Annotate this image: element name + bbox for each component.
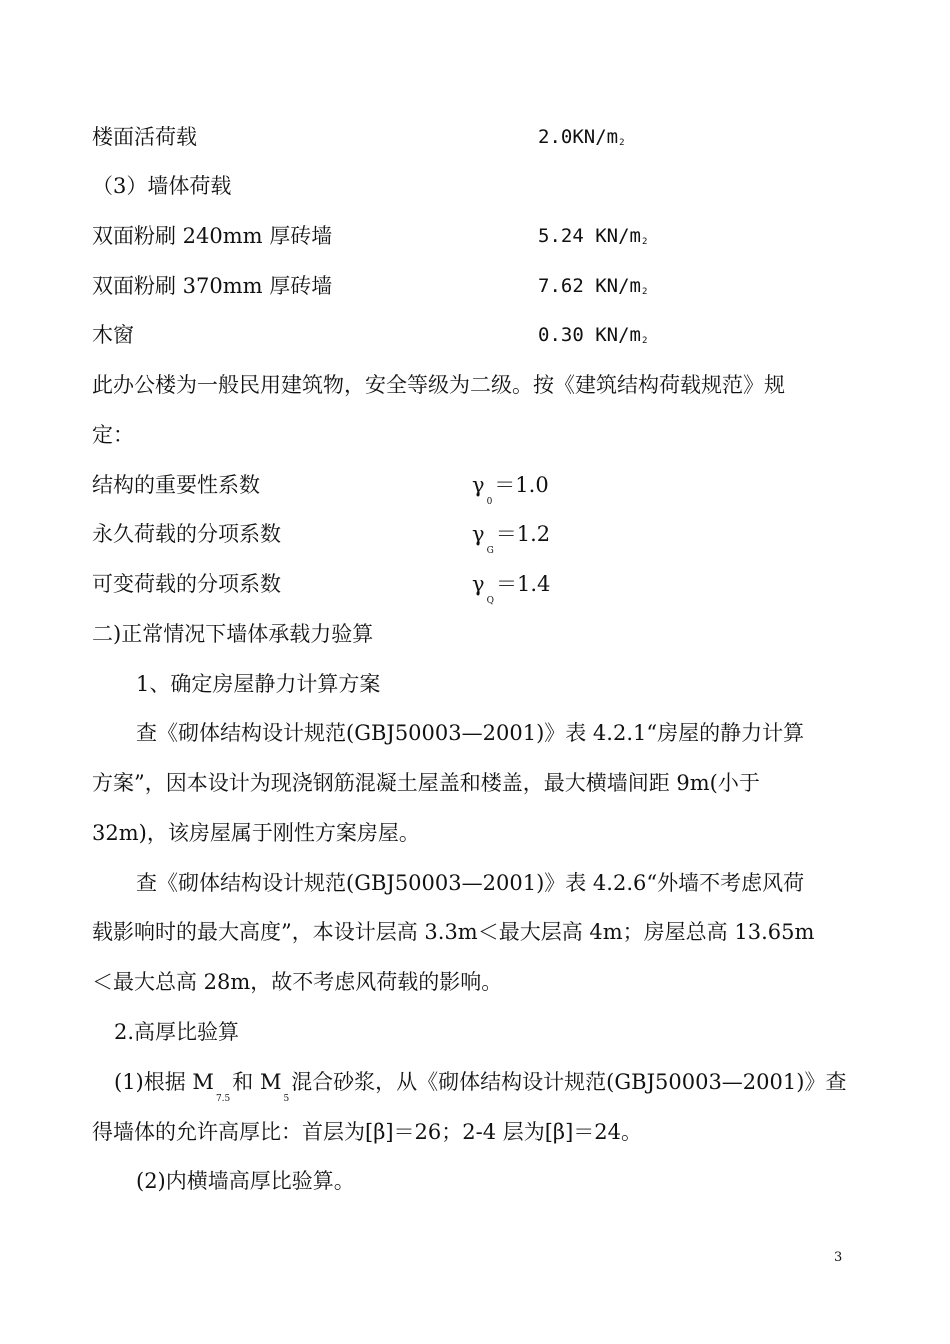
paragraph-1-line-3: 32m)，该房屋属于刚性方案房屋。 [92, 821, 420, 845]
page-number: 3 [834, 1250, 843, 1265]
paragraph-1-line-1: 查《砌体结构设计规范(GBJ50003—2001)》表 4.2.1“房屋的静力计算 [136, 721, 805, 745]
importance-factor-value: $\gamma_0=1.0$ [472, 473, 549, 507]
window-value: 0.30 KN/m2 [538, 324, 648, 346]
item-1-title: 1、确定房屋静力计算方案 [136, 672, 381, 696]
section-2-title: 二)正常情况下墙体承载力验算 [92, 622, 374, 646]
wall-240-label: 双面粉刷 240mm 厚砖墙 [92, 224, 333, 248]
paragraph-3-line-1: (1)根据 $M_{7.5}$和 $M_5$混合砂浆，从《砌体结构设计规范(GBJ50003—2001)》查 [114, 1070, 847, 1104]
importance-factor-label: 结构的重要性系数 [92, 473, 260, 497]
paragraph-3-line-2: 得墙体的允许高厚比：首层为[β]＝26；2-4 层为[β]＝24。 [92, 1120, 642, 1144]
paragraph-2-line-2: 载影响时的最大高度”，本设计层高 3.3m＜最大层高 4m；房屋总高 13.65m [92, 920, 815, 944]
item-2-title: 2.高厚比验算 [114, 1020, 240, 1044]
wall-240-value: 5.24 KN/m2 [538, 225, 648, 247]
wall-370-value: 7.62 KN/m2 [538, 275, 648, 297]
floor-live-load-value: 2.0KN/m2 [538, 126, 625, 148]
wall-load-heading: （3）墙体荷载 [92, 174, 232, 198]
permanent-factor-value: $\gamma_G=1.2$ [472, 522, 551, 556]
permanent-factor-label: 永久荷载的分项系数 [92, 522, 281, 546]
floor-live-load-label: 楼面活荷载 [92, 125, 197, 149]
paragraph-4: (2)内横墙高厚比验算。 [136, 1169, 355, 1193]
safety-intro-line-2: 定： [92, 423, 134, 447]
window-label: 木窗 [92, 323, 134, 347]
variable-factor-label: 可变荷载的分项系数 [92, 572, 281, 596]
variable-factor-value: $\gamma_Q=1.4$ [472, 572, 551, 606]
safety-intro-line-1: 此办公楼为一般民用建筑物，安全等级为二级。按《建筑结构荷载规范》规 [92, 373, 785, 397]
paragraph-2-line-3: ＜最大总高 28m，故不考虑风荷载的影响。 [92, 970, 503, 994]
paragraph-2-line-1: 查《砌体结构设计规范(GBJ50003—2001)》表 4.2.6“外墙不考虑风荷 [136, 871, 805, 895]
wall-370-label: 双面粉刷 370mm 厚砖墙 [92, 274, 333, 298]
paragraph-1-line-2: 方案”，因本设计为现浇钢筋混凝土屋盖和楼盖，最大横墙间距 9m(小于 [92, 771, 760, 795]
